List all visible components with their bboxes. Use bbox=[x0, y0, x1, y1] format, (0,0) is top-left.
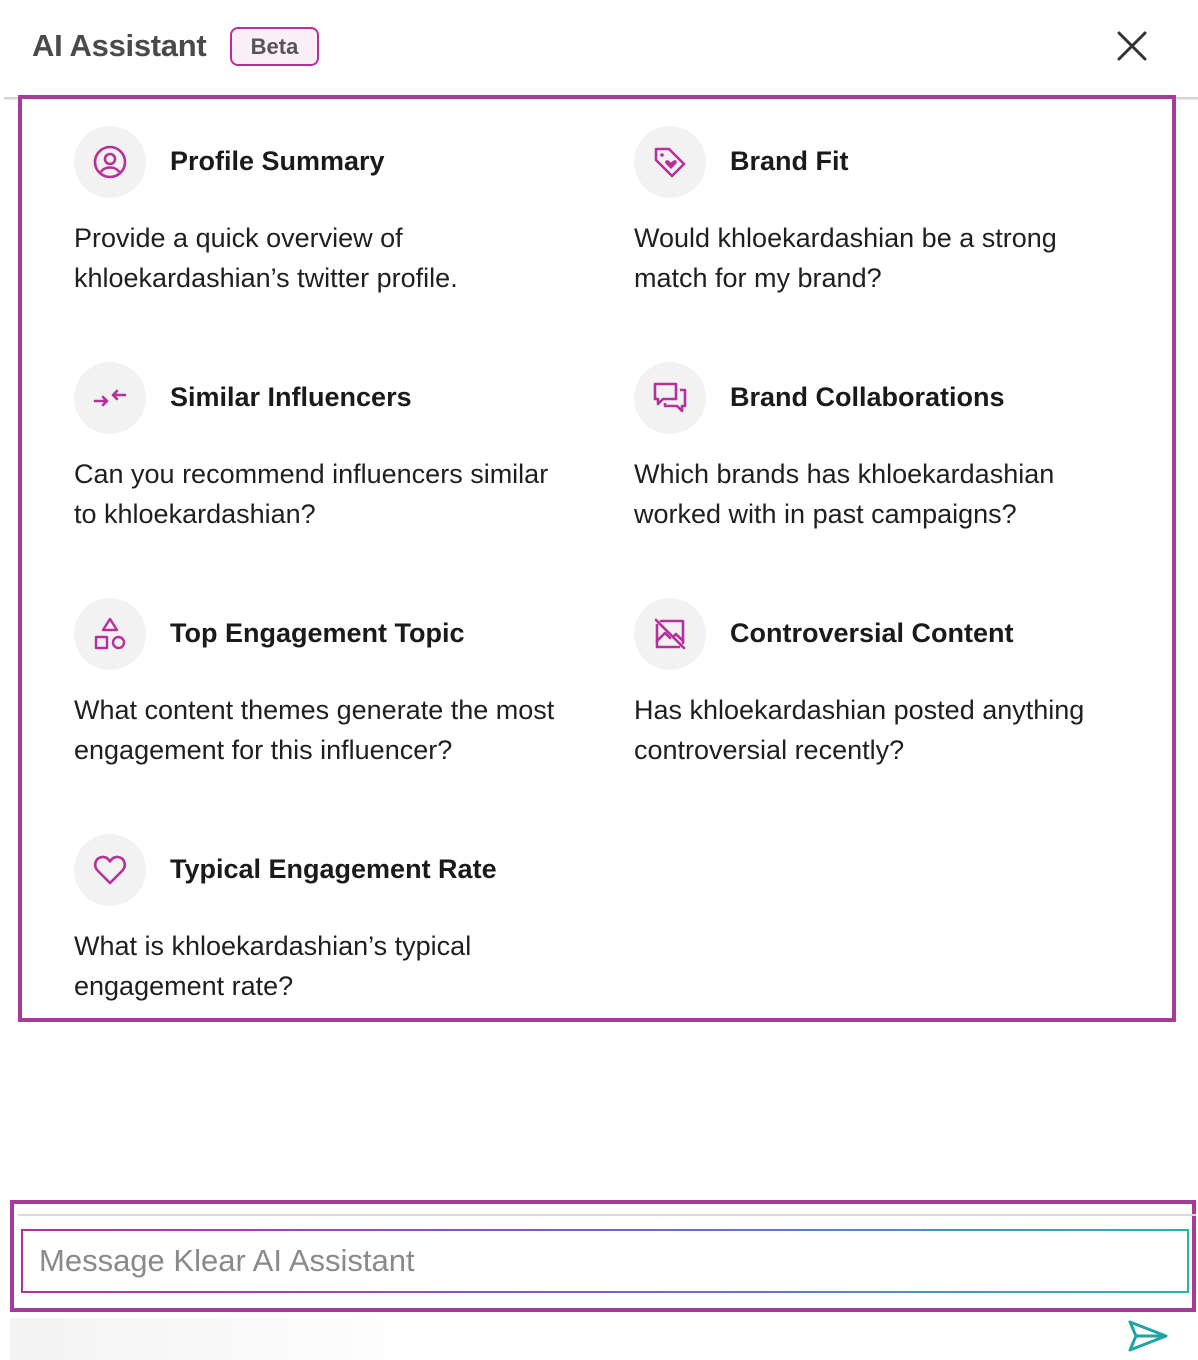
card-description: What is khloekardashian’s typical engagement rate? bbox=[74, 931, 472, 1001]
heart-icon bbox=[92, 852, 128, 888]
image-off-icon bbox=[652, 616, 688, 652]
shapes-icon bbox=[92, 616, 128, 652]
icon-badge bbox=[634, 126, 706, 198]
icon-badge bbox=[74, 126, 146, 198]
card-description: Can you recommend influencers similar to khloekardashian? bbox=[74, 459, 549, 529]
send-icon bbox=[1126, 1318, 1170, 1354]
composer-divider bbox=[18, 1214, 1196, 1216]
icon-badge bbox=[74, 598, 146, 670]
card-title: Profile Summary bbox=[170, 146, 385, 176]
send-button[interactable] bbox=[1126, 1318, 1170, 1354]
footer-fade bbox=[10, 1318, 440, 1360]
card-description: What content themes generate the most engagement for this influencer? bbox=[74, 695, 555, 765]
icon-badge bbox=[74, 834, 146, 906]
assistant-header bbox=[0, 0, 1198, 98]
card-title: Brand Fit bbox=[730, 146, 849, 176]
tag-heart-icon bbox=[652, 144, 688, 180]
icon-badge bbox=[74, 362, 146, 434]
message-input[interactable] bbox=[21, 1229, 1189, 1293]
user-circle-icon bbox=[92, 144, 128, 180]
icon-badge bbox=[634, 362, 706, 434]
card-title: Similar Influencers bbox=[170, 382, 412, 412]
chat-bubbles-icon bbox=[652, 380, 688, 416]
card-description: Has khloekardashian posted anything controversial recently? bbox=[634, 695, 1085, 765]
card-title: Brand Collaborations bbox=[730, 382, 1005, 412]
beta-badge: Beta bbox=[230, 27, 319, 66]
card-description: Which brands has khloekardashian worked with in past campaigns? bbox=[634, 459, 1055, 529]
card-description: Would khloekardashian be a strong match for my brand? bbox=[634, 223, 1057, 293]
arrows-exchange-icon bbox=[92, 380, 128, 416]
icon-badge bbox=[634, 598, 706, 670]
card-title: Typical Engagement Rate bbox=[170, 854, 497, 884]
composer-area bbox=[10, 1200, 1196, 1312]
panel-title: AI Assistant bbox=[32, 28, 207, 63]
close-button[interactable] bbox=[1110, 24, 1154, 68]
card-title: Controversial Content bbox=[730, 618, 1014, 648]
card-title: Top Engagement Topic bbox=[170, 618, 465, 648]
card-description: Provide a quick overview of khloekardashian’s twitter profile. bbox=[74, 223, 458, 293]
close-icon bbox=[1110, 24, 1154, 68]
